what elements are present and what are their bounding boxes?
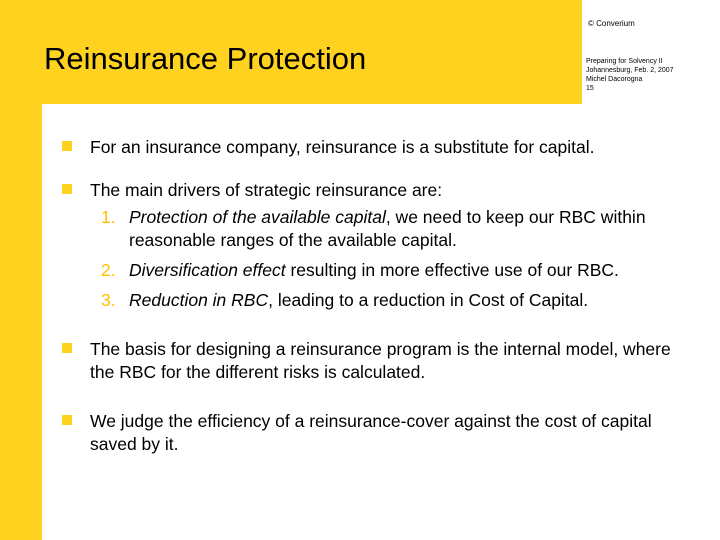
item-emphasis: Protection of the available capital <box>129 207 386 227</box>
item-emphasis: Diversification effect <box>129 260 286 280</box>
item-text <box>129 206 701 252</box>
bullet-text: We judge the efficiency of a reinsurance-cover against the cost of capital saved by it. <box>90 411 652 454</box>
bullet-text: For an insurance company, reinsurance is a substitute for capital. <box>90 137 595 157</box>
left-accent-band <box>0 0 42 540</box>
item-rest: resulting in more effective use of our RBC. <box>285 260 619 280</box>
copyright-label: © Converium <box>588 19 635 28</box>
item-text <box>129 259 701 282</box>
item-emphasis: Reduction in RBC <box>129 290 269 310</box>
item-number: 2. <box>101 260 116 280</box>
bullet-text: The basis for designing a reinsurance program is the internal model, where the RBC for the different risks is calculated. <box>90 339 671 382</box>
bullet-square-icon <box>62 415 72 425</box>
bullet-square-icon <box>62 184 72 194</box>
slide-title: Reinsurance Protection <box>44 41 367 76</box>
bullet-square-icon <box>62 343 72 353</box>
meta-line-author: Michel Dacorogna <box>586 76 643 83</box>
item-number: 3. <box>101 290 116 310</box>
bullet-square-icon <box>62 141 72 151</box>
item-text <box>129 289 701 312</box>
item-rest: , we need to keep our RBC within reasonable ranges of the available capital. <box>129 207 646 250</box>
meta-line-page-number: 15 <box>586 85 594 92</box>
slide-meta <box>586 57 674 93</box>
meta-line-location-date: Johannesburg, Feb. 2, 2007 <box>586 67 674 74</box>
item-rest: , leading to a reduction in Cost of Capital. <box>268 290 589 310</box>
item-number: 1. <box>101 207 116 227</box>
bullet-text: The main drivers of strategic reinsurance are: <box>90 180 443 200</box>
meta-line-event: Preparing for Solvency II <box>586 58 663 65</box>
